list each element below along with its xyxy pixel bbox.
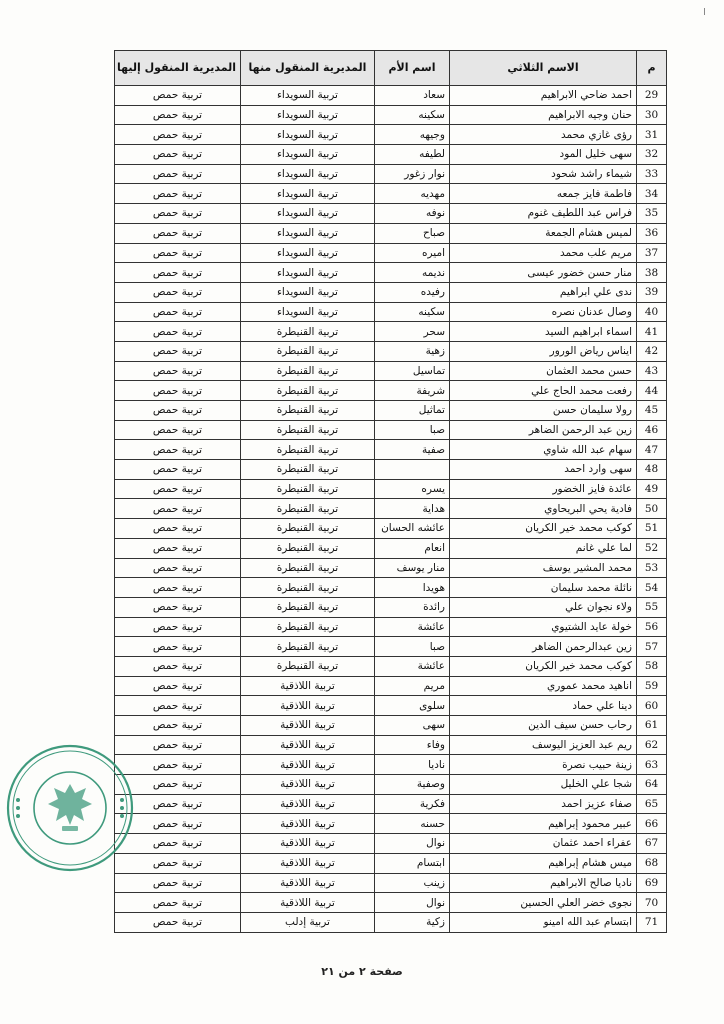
transferred-from-cell: تربية القنيطرة [241, 322, 375, 342]
table-row [115, 853, 667, 873]
full-name-cell: ايناس رياض الورور [450, 341, 637, 361]
row-number: 62 [637, 735, 667, 755]
transferred-to-cell: تربية حمص [115, 578, 241, 598]
mother-name-cell: شريفة [375, 381, 450, 401]
full-name-cell: رحاب حسن سيف الدين [450, 716, 637, 736]
table-row [115, 440, 667, 460]
row-number: 34 [637, 184, 667, 204]
transferred-from-cell: تربية السويداء [241, 86, 375, 106]
table-row [115, 716, 667, 736]
row-number: 41 [637, 322, 667, 342]
row-number: 57 [637, 637, 667, 657]
mother-name-cell: رفيده [375, 282, 450, 302]
full-name-cell: نائلة محمد سليمان [450, 578, 637, 598]
transferred-to-cell: تربية حمص [115, 755, 241, 775]
scan-mark [704, 8, 705, 15]
mother-name-cell: سحر [375, 322, 450, 342]
full-name-cell: زين عبد الرحمن الضاهر [450, 420, 637, 440]
row-number: 29 [637, 86, 667, 106]
transferred-from-cell: تربية السويداء [241, 263, 375, 283]
transferred-to-cell: تربية حمص [115, 519, 241, 539]
transferred-to-cell: تربية حمص [115, 105, 241, 125]
row-number: 45 [637, 401, 667, 421]
mother-name-cell: سعاد [375, 86, 450, 106]
transferred-to-cell: تربية حمص [115, 499, 241, 519]
transferred-from-cell: تربية السويداء [241, 243, 375, 263]
table-row [115, 223, 667, 243]
mother-name-cell: هداية [375, 499, 450, 519]
transferred-from-cell: تربية السويداء [241, 125, 375, 145]
full-name-cell: عفراء احمد عثمان [450, 834, 637, 854]
full-name-cell: نجوى خضر العلي الحسين [450, 893, 637, 913]
transferred-to-cell: تربية حمص [115, 676, 241, 696]
table-row [115, 814, 667, 834]
transferred-to-cell: تربية حمص [115, 420, 241, 440]
table-row [115, 519, 667, 539]
transferred-to-cell: تربية حمص [115, 479, 241, 499]
row-number: 38 [637, 263, 667, 283]
transferred-from-cell: تربية اللاذقية [241, 794, 375, 814]
full-name-cell: محمد المشير يوسف [450, 558, 637, 578]
table-row [115, 322, 667, 342]
full-name-cell: فراس عبد اللطيف غنوم [450, 204, 637, 224]
transferred-from-cell: تربية اللاذقية [241, 696, 375, 716]
table-row [115, 794, 667, 814]
full-name-cell: سهام عبد الله شاوي [450, 440, 637, 460]
transferred-to-cell: تربية حمص [115, 873, 241, 893]
table-row [115, 499, 667, 519]
transferred-from-cell: تربية القنيطرة [241, 617, 375, 637]
table-row [115, 184, 667, 204]
mother-name-cell: ابتسام [375, 853, 450, 873]
row-number: 36 [637, 223, 667, 243]
transferred-to-cell: تربية حمص [115, 204, 241, 224]
table-row [115, 302, 667, 322]
full-name-cell: اناهيد محمد عموري [450, 676, 637, 696]
table-row [115, 420, 667, 440]
table-row [115, 538, 667, 558]
transferred-to-cell: تربية حمص [115, 794, 241, 814]
transferred-to-cell: تربية حمص [115, 243, 241, 263]
transferred-from-cell: تربية السويداء [241, 145, 375, 165]
mother-name-cell: تماثيل [375, 401, 450, 421]
full-name-cell: عبير محمود إبراهيم [450, 814, 637, 834]
table-row [115, 479, 667, 499]
mother-name-cell: زينب [375, 873, 450, 893]
table-row [115, 617, 667, 637]
header-full-name: الاسم الثلاثي [450, 51, 637, 86]
mother-name-cell: زهية [375, 341, 450, 361]
mother-name-cell: صفية [375, 440, 450, 460]
full-name-cell: رولا سليمان حسن [450, 401, 637, 421]
mother-name-cell: سهى [375, 716, 450, 736]
transferred-to-cell: تربية حمص [115, 223, 241, 243]
mother-name-cell: مهديه [375, 184, 450, 204]
row-number: 65 [637, 794, 667, 814]
row-number: 52 [637, 538, 667, 558]
transferred-to-cell: تربية حمص [115, 125, 241, 145]
transferred-to-cell: تربية حمص [115, 322, 241, 342]
transferred-to-cell: تربية حمص [115, 164, 241, 184]
row-number: 56 [637, 617, 667, 637]
transferred-from-cell: تربية القنيطرة [241, 401, 375, 421]
transferred-from-cell: تربية القنيطرة [241, 479, 375, 499]
transferred-from-cell: تربية اللاذقية [241, 755, 375, 775]
transferred-from-cell: تربية القنيطرة [241, 381, 375, 401]
transferred-to-cell: تربية حمص [115, 460, 241, 480]
row-number: 66 [637, 814, 667, 834]
table-row [115, 381, 667, 401]
full-name-cell: منار حسن خضور عيسى [450, 263, 637, 283]
transferred-from-cell: تربية اللاذقية [241, 775, 375, 795]
full-name-cell: ابتسام عبد الله امينو [450, 912, 637, 932]
row-number: 58 [637, 656, 667, 676]
transferred-to-cell: تربية حمص [115, 263, 241, 283]
mother-name-cell: صباح [375, 223, 450, 243]
mother-name-cell: نوال [375, 834, 450, 854]
header-transferred-from: المديرية المنقول منها [241, 51, 375, 86]
transferred-from-cell: تربية القنيطرة [241, 538, 375, 558]
transferred-from-cell: تربية اللاذقية [241, 716, 375, 736]
row-number: 61 [637, 716, 667, 736]
transferred-to-cell: تربية حمص [115, 440, 241, 460]
transferred-to-cell: تربية حمص [115, 656, 241, 676]
mother-name-cell: حسنه [375, 814, 450, 834]
mother-name-cell: سكينه [375, 105, 450, 125]
transferred-from-cell: تربية السويداء [241, 105, 375, 125]
table-row [115, 86, 667, 106]
full-name-cell: سهى خليل المود [450, 145, 637, 165]
mother-name-cell: سكينه [375, 302, 450, 322]
transferred-to-cell: تربية حمص [115, 558, 241, 578]
row-number: 50 [637, 499, 667, 519]
transferred-from-cell: تربية القنيطرة [241, 420, 375, 440]
mother-name-cell: فكرية [375, 794, 450, 814]
full-name-cell: ميس هشام إبراهيم [450, 853, 637, 873]
full-name-cell: ريم عبد العزيز اليوسف [450, 735, 637, 755]
mother-name-cell: هويدا [375, 578, 450, 598]
full-name-cell: زينة حبيب نصرة [450, 755, 637, 775]
row-number: 32 [637, 145, 667, 165]
transferred-to-cell: تربية حمص [115, 538, 241, 558]
row-number: 39 [637, 282, 667, 302]
table-row [115, 558, 667, 578]
mother-name-cell: وفاء [375, 735, 450, 755]
transferred-from-cell: تربية القنيطرة [241, 656, 375, 676]
transferred-from-cell: تربية السويداء [241, 184, 375, 204]
header-transferred-to: المديرية المنقول إليها [115, 51, 241, 86]
transferred-to-cell: تربية حمص [115, 341, 241, 361]
mother-name-cell: نوفه [375, 204, 450, 224]
table-row [115, 578, 667, 598]
transferred-from-cell: تربية القنيطرة [241, 361, 375, 381]
mother-name-cell: صبا [375, 637, 450, 657]
table-row [115, 401, 667, 421]
row-number: 68 [637, 853, 667, 873]
row-number: 33 [637, 164, 667, 184]
transferred-to-cell: تربية حمص [115, 282, 241, 302]
transferred-from-cell: تربية اللاذقية [241, 735, 375, 755]
table-row [115, 361, 667, 381]
table-row [115, 164, 667, 184]
mother-name-cell: وجيهه [375, 125, 450, 145]
full-name-cell: فادية يحي البريحاوي [450, 499, 637, 519]
transferred-from-cell: تربية القنيطرة [241, 558, 375, 578]
row-number: 35 [637, 204, 667, 224]
full-name-cell: دينا علي حماد [450, 696, 637, 716]
row-number: 43 [637, 361, 667, 381]
transferred-to-cell: تربية حمص [115, 381, 241, 401]
transferred-from-cell: تربية السويداء [241, 164, 375, 184]
row-number: 63 [637, 755, 667, 775]
mother-name-cell: وصفية [375, 775, 450, 795]
row-number: 30 [637, 105, 667, 125]
table-header-row [115, 51, 667, 86]
transferred-from-cell: تربية اللاذقية [241, 814, 375, 834]
full-name-cell: فاطمة فايز جمعه [450, 184, 637, 204]
row-number: 70 [637, 893, 667, 913]
transferred-from-cell: تربية السويداء [241, 223, 375, 243]
full-name-cell: مريم علب محمد [450, 243, 637, 263]
table-body [115, 86, 667, 933]
table-row [115, 775, 667, 795]
table-row [115, 263, 667, 283]
table-row [115, 834, 667, 854]
row-number: 44 [637, 381, 667, 401]
full-name-cell: رفعت محمد الحاج علي [450, 381, 637, 401]
transferred-from-cell: تربية السويداء [241, 204, 375, 224]
transferred-from-cell: تربية السويداء [241, 282, 375, 302]
full-name-cell: خولة عايد الشتيوي [450, 617, 637, 637]
full-name-cell: كوكب محمد خير الكريان [450, 519, 637, 539]
header-number: م [637, 51, 667, 86]
row-number: 64 [637, 775, 667, 795]
row-number: 55 [637, 597, 667, 617]
row-number: 49 [637, 479, 667, 499]
transferred-from-cell: تربية السويداء [241, 302, 375, 322]
transferred-from-cell: تربية اللاذقية [241, 893, 375, 913]
mother-name-cell: مريم [375, 676, 450, 696]
full-name-cell: زين عبدالرحمن الضاهر [450, 637, 637, 657]
transferred-to-cell: تربية حمص [115, 86, 241, 106]
full-name-cell: اسماء ابراهيم السيد [450, 322, 637, 342]
table-row [115, 282, 667, 302]
transferred-to-cell: تربية حمص [115, 617, 241, 637]
transferred-to-cell: تربية حمص [115, 597, 241, 617]
row-number: 69 [637, 873, 667, 893]
full-name-cell: لما علي غانم [450, 538, 637, 558]
full-name-cell: حسن محمد العثمان [450, 361, 637, 381]
row-number: 67 [637, 834, 667, 854]
table-row [115, 893, 667, 913]
mother-name-cell: انعام [375, 538, 450, 558]
mother-name-cell: نوار زغور [375, 164, 450, 184]
transferred-from-cell: تربية القنيطرة [241, 440, 375, 460]
transferred-from-cell: تربية إدلب [241, 912, 375, 932]
mother-name-cell: نوال [375, 893, 450, 913]
table-row [115, 341, 667, 361]
transferred-to-cell: تربية حمص [115, 184, 241, 204]
full-name-cell: لميس هشام الجمعة [450, 223, 637, 243]
transferred-to-cell: تربية حمص [115, 145, 241, 165]
transfer-table [114, 50, 667, 933]
full-name-cell: حنان وجيه الابراهيم [450, 105, 637, 125]
mother-name-cell: عائشه الحسان [375, 519, 450, 539]
table-row [115, 145, 667, 165]
mother-name-cell: عائشة [375, 617, 450, 637]
transferred-to-cell: تربية حمص [115, 735, 241, 755]
full-name-cell: سهى وارد احمد [450, 460, 637, 480]
table-row [115, 597, 667, 617]
row-number: 31 [637, 125, 667, 145]
mother-name-cell: صبا [375, 420, 450, 440]
transferred-to-cell: تربية حمص [115, 401, 241, 421]
full-name-cell: عائدة فايز الخضور [450, 479, 637, 499]
ministry-seal [4, 742, 136, 874]
transferred-from-cell: تربية اللاذقية [241, 676, 375, 696]
transferred-from-cell: تربية اللاذقية [241, 873, 375, 893]
table-row [115, 873, 667, 893]
table-row [115, 696, 667, 716]
transferred-to-cell: تربية حمص [115, 834, 241, 854]
mother-name-cell: نديمه [375, 263, 450, 283]
transferred-from-cell: تربية القنيطرة [241, 460, 375, 480]
row-number: 48 [637, 460, 667, 480]
table-row [115, 735, 667, 755]
mother-name-cell: ناديا [375, 755, 450, 775]
transferred-to-cell: تربية حمص [115, 696, 241, 716]
full-name-cell: ندى علي ابراهيم [450, 282, 637, 302]
row-number: 40 [637, 302, 667, 322]
transferred-to-cell: تربية حمص [115, 893, 241, 913]
mother-name-cell: لطيفه [375, 145, 450, 165]
row-number: 60 [637, 696, 667, 716]
row-number: 46 [637, 420, 667, 440]
header-mother-name: اسم الأم [375, 51, 450, 86]
row-number: 59 [637, 676, 667, 696]
transferred-to-cell: تربية حمص [115, 912, 241, 932]
mother-name-cell [375, 460, 450, 480]
full-name-cell: ناديا صالح الابراهيم [450, 873, 637, 893]
full-name-cell: كوكب محمد خير الكريان [450, 656, 637, 676]
transferred-from-cell: تربية القنيطرة [241, 597, 375, 617]
row-number: 54 [637, 578, 667, 598]
row-number: 37 [637, 243, 667, 263]
table-row [115, 243, 667, 263]
transferred-to-cell: تربية حمص [115, 814, 241, 834]
table-row [115, 912, 667, 932]
table-row [115, 637, 667, 657]
transferred-to-cell: تربية حمص [115, 716, 241, 736]
transferred-to-cell: تربية حمص [115, 361, 241, 381]
table-row [115, 460, 667, 480]
transferred-from-cell: تربية اللاذقية [241, 853, 375, 873]
row-number: 47 [637, 440, 667, 460]
transferred-from-cell: تربية القنيطرة [241, 341, 375, 361]
full-name-cell: شجا علي الخليل [450, 775, 637, 795]
transferred-to-cell: تربية حمص [115, 637, 241, 657]
table-row [115, 125, 667, 145]
page-number: صفحة ٢ من ٢١ [321, 965, 403, 978]
mother-name-cell: اميره [375, 243, 450, 263]
full-name-cell: احمد ضاحي الابراهيم [450, 86, 637, 106]
transferred-from-cell: تربية القنيطرة [241, 578, 375, 598]
table-row [115, 105, 667, 125]
row-number: 71 [637, 912, 667, 932]
mother-name-cell: يسره [375, 479, 450, 499]
transferred-to-cell: تربية حمص [115, 775, 241, 795]
mother-name-cell: سلوى [375, 696, 450, 716]
row-number: 53 [637, 558, 667, 578]
full-name-cell: وصال عدنان نصره [450, 302, 637, 322]
table-row [115, 204, 667, 224]
mother-name-cell: رائدة [375, 597, 450, 617]
transferred-from-cell: تربية القنيطرة [241, 637, 375, 657]
table-row [115, 676, 667, 696]
mother-name-cell: عائشة [375, 656, 450, 676]
full-name-cell: شيماء راشد شحود [450, 164, 637, 184]
table-row [115, 656, 667, 676]
transferred-to-cell: تربية حمص [115, 302, 241, 322]
full-name-cell: صفاء عزيز احمد [450, 794, 637, 814]
row-number: 42 [637, 341, 667, 361]
transferred-from-cell: تربية القنيطرة [241, 499, 375, 519]
full-name-cell: رؤى غازي محمد [450, 125, 637, 145]
transferred-from-cell: تربية اللاذقية [241, 834, 375, 854]
mother-name-cell: منار يوسف [375, 558, 450, 578]
mother-name-cell: تماسيل [375, 361, 450, 381]
row-number: 51 [637, 519, 667, 539]
mother-name-cell: زكية [375, 912, 450, 932]
transferred-to-cell: تربية حمص [115, 853, 241, 873]
transferred-from-cell: تربية القنيطرة [241, 519, 375, 539]
full-name-cell: ولاء نجوان علي [450, 597, 637, 617]
table-row [115, 755, 667, 775]
